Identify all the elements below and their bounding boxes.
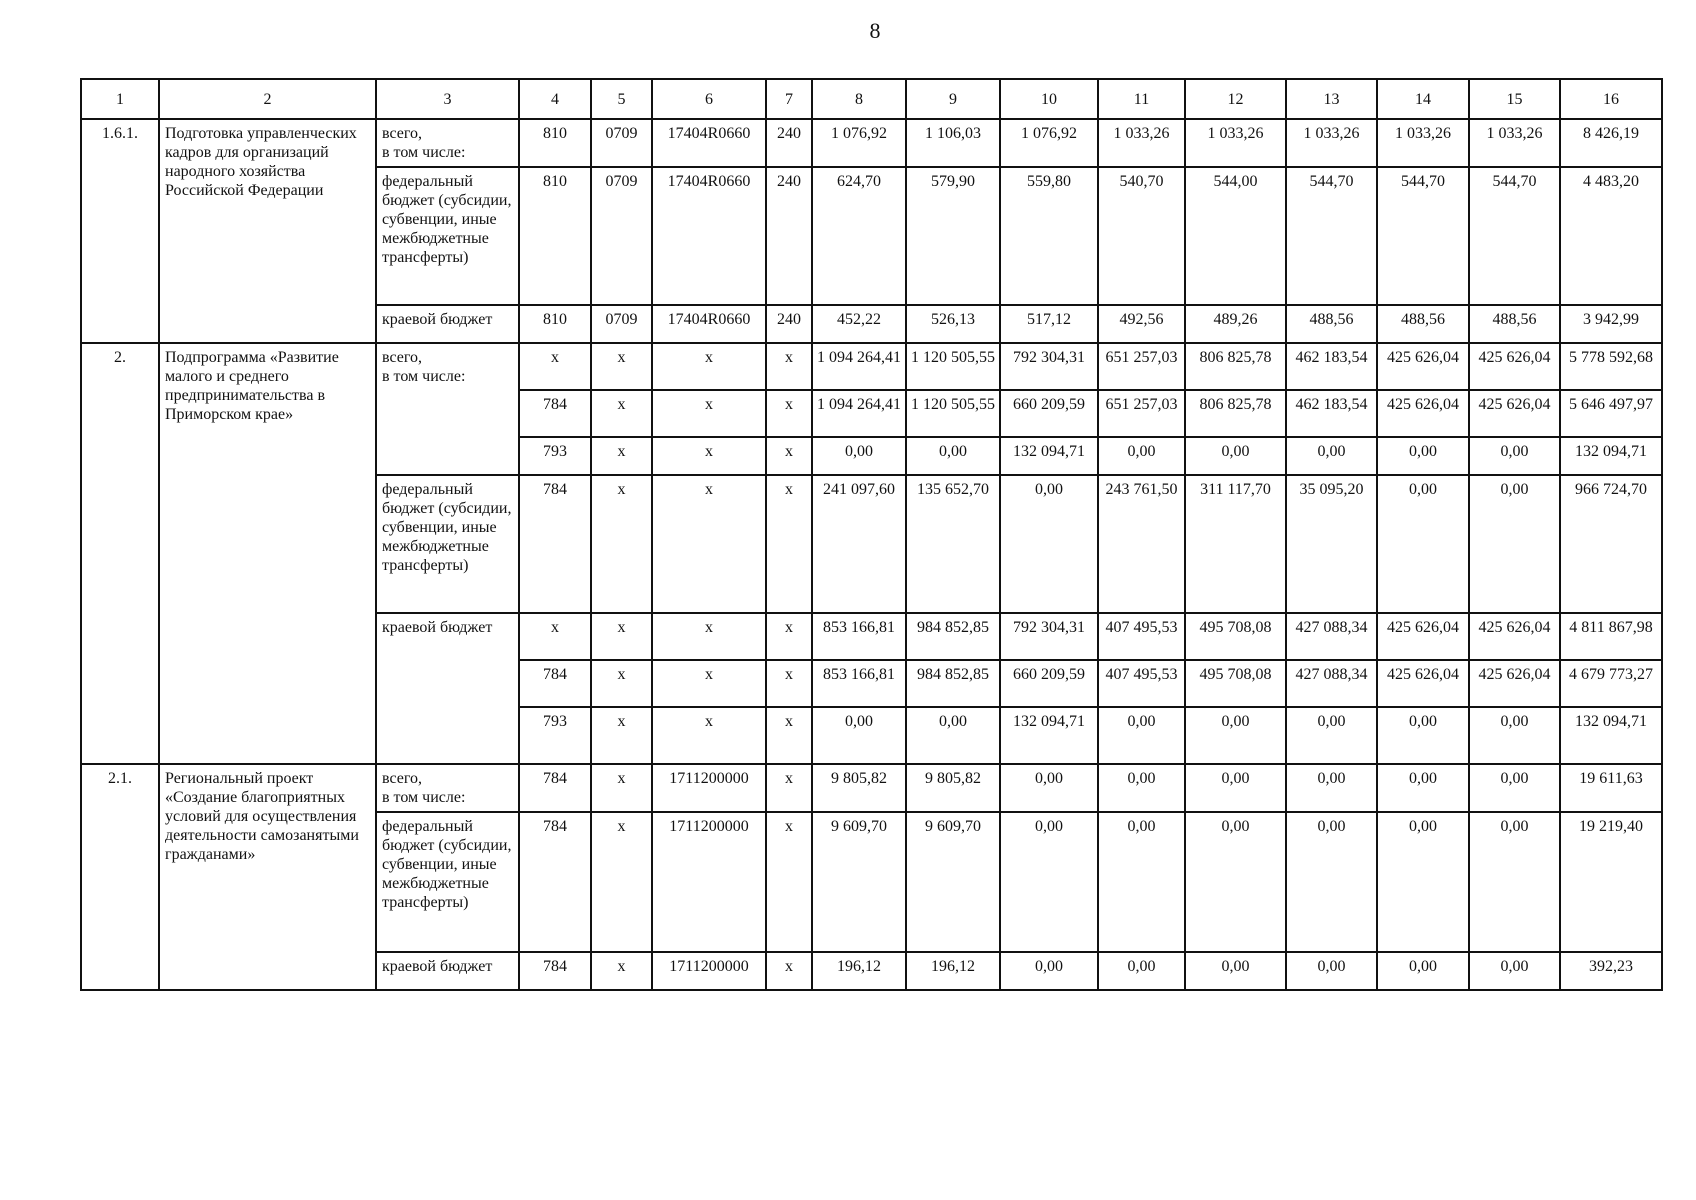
value-cell: 425 626,04: [1469, 390, 1560, 437]
funding-source: федеральный бюджет (субсидии, субвенции, иные межбюджетные трансферты): [376, 167, 519, 305]
value-cell: x: [591, 343, 652, 390]
value-cell: 784: [519, 475, 591, 613]
value-cell: 810: [519, 167, 591, 305]
value-cell: 793: [519, 437, 591, 475]
value-cell: 427 088,34: [1286, 660, 1377, 707]
value-cell: 0,00: [1000, 475, 1098, 613]
value-cell: 1711200000: [652, 812, 766, 952]
value-cell: 5 778 592,68: [1560, 343, 1662, 390]
value-cell: 425 626,04: [1469, 343, 1560, 390]
value-cell: 559,80: [1000, 167, 1098, 305]
value-cell: 0,00: [1185, 952, 1286, 990]
value-cell: 425 626,04: [1469, 613, 1560, 660]
value-cell: 651 257,03: [1098, 390, 1185, 437]
value-cell: 984 852,85: [906, 660, 1000, 707]
column-number: 13: [1286, 79, 1377, 119]
value-cell: 853 166,81: [812, 660, 906, 707]
value-cell: 425 626,04: [1377, 660, 1469, 707]
value-cell: 966 724,70: [1560, 475, 1662, 613]
column-number: 5: [591, 79, 652, 119]
value-cell: 4 483,20: [1560, 167, 1662, 305]
value-cell: x: [766, 812, 812, 952]
value-cell: 784: [519, 390, 591, 437]
value-cell: 427 088,34: [1286, 613, 1377, 660]
value-cell: 0,00: [1098, 812, 1185, 952]
row-code: 1.6.1.: [81, 119, 159, 343]
row-code: 2.: [81, 343, 159, 764]
value-cell: x: [766, 764, 812, 812]
value-cell: x: [591, 437, 652, 475]
value-cell: 0,00: [1469, 437, 1560, 475]
value-cell: x: [591, 390, 652, 437]
value-cell: 0,00: [906, 437, 1000, 475]
value-cell: 0,00: [1185, 812, 1286, 952]
value-cell: x: [591, 475, 652, 613]
value-cell: 0,00: [1469, 707, 1560, 764]
value-cell: 311 117,70: [1185, 475, 1286, 613]
value-cell: 462 183,54: [1286, 390, 1377, 437]
funding-source: краевой бюджет: [376, 305, 519, 343]
row-code: 2.1.: [81, 764, 159, 990]
column-number: 9: [906, 79, 1000, 119]
value-cell: 407 495,53: [1098, 660, 1185, 707]
value-cell: 810: [519, 119, 591, 167]
value-cell: 1 033,26: [1377, 119, 1469, 167]
value-cell: 1 076,92: [812, 119, 906, 167]
value-cell: 9 805,82: [812, 764, 906, 812]
value-cell: 784: [519, 764, 591, 812]
value-cell: x: [766, 343, 812, 390]
value-cell: x: [766, 390, 812, 437]
row-name: Региональный проект «Создание благоприятных условий для осуществления деятельности самозанятыми гражданами»: [159, 764, 376, 990]
value-cell: 526,13: [906, 305, 1000, 343]
value-cell: 492,56: [1098, 305, 1185, 343]
column-number: 6: [652, 79, 766, 119]
budget-table: [80, 78, 1663, 991]
value-cell: 0,00: [1469, 812, 1560, 952]
value-cell: 0,00: [1185, 437, 1286, 475]
row-name: Подготовка управленческих кадров для организаций народного хозяйства Российской Федерации: [159, 119, 376, 343]
value-cell: 0,00: [1377, 764, 1469, 812]
funding-source: краевой бюджет: [376, 613, 519, 764]
value-cell: 0,00: [1286, 764, 1377, 812]
value-cell: 17404R0660: [652, 167, 766, 305]
value-cell: 495 708,08: [1185, 660, 1286, 707]
value-cell: x: [519, 613, 591, 660]
value-cell: x: [652, 707, 766, 764]
funding-source: всего, в том числе:: [376, 343, 519, 475]
value-cell: x: [591, 764, 652, 812]
column-number: 8: [812, 79, 906, 119]
value-cell: 0,00: [1098, 952, 1185, 990]
value-cell: x: [766, 437, 812, 475]
value-cell: 0,00: [1286, 707, 1377, 764]
value-cell: 0,00: [1377, 475, 1469, 613]
value-cell: 0,00: [906, 707, 1000, 764]
value-cell: 0,00: [1098, 764, 1185, 812]
value-cell: 3 942,99: [1560, 305, 1662, 343]
value-cell: x: [519, 343, 591, 390]
value-cell: 19 611,63: [1560, 764, 1662, 812]
value-cell: 4 679 773,27: [1560, 660, 1662, 707]
value-cell: 241 097,60: [812, 475, 906, 613]
value-cell: 462 183,54: [1286, 343, 1377, 390]
value-cell: 240: [766, 167, 812, 305]
value-cell: 489,26: [1185, 305, 1286, 343]
value-cell: 0,00: [812, 707, 906, 764]
value-cell: 488,56: [1377, 305, 1469, 343]
value-cell: 784: [519, 952, 591, 990]
value-cell: 0,00: [1000, 812, 1098, 952]
value-cell: 35 095,20: [1286, 475, 1377, 613]
value-cell: 0,00: [1000, 952, 1098, 990]
value-cell: 1 033,26: [1185, 119, 1286, 167]
value-cell: 1711200000: [652, 952, 766, 990]
value-cell: 0709: [591, 305, 652, 343]
value-cell: 17404R0660: [652, 305, 766, 343]
value-cell: 1 120 505,55: [906, 390, 1000, 437]
value-cell: 0,00: [1469, 475, 1560, 613]
value-cell: 495 708,08: [1185, 613, 1286, 660]
value-cell: 624,70: [812, 167, 906, 305]
value-cell: 1 120 505,55: [906, 343, 1000, 390]
funding-source: краевой бюджет: [376, 952, 519, 990]
value-cell: x: [766, 952, 812, 990]
value-cell: x: [591, 660, 652, 707]
value-cell: 1 076,92: [1000, 119, 1098, 167]
column-number: 15: [1469, 79, 1560, 119]
value-cell: x: [591, 613, 652, 660]
value-cell: 984 852,85: [906, 613, 1000, 660]
value-cell: 0,00: [1000, 764, 1098, 812]
value-cell: x: [652, 437, 766, 475]
value-cell: 8 426,19: [1560, 119, 1662, 167]
value-cell: 488,56: [1286, 305, 1377, 343]
column-number: 1: [81, 79, 159, 119]
column-number: 7: [766, 79, 812, 119]
value-cell: 1 094 264,41: [812, 343, 906, 390]
value-cell: 425 626,04: [1377, 390, 1469, 437]
value-cell: 240: [766, 305, 812, 343]
value-cell: 0,00: [1286, 437, 1377, 475]
funding-source: федеральный бюджет (субсидии, субвенции, иные межбюджетные трансферты): [376, 475, 519, 613]
value-cell: 240: [766, 119, 812, 167]
value-cell: 19 219,40: [1560, 812, 1662, 952]
value-cell: 5 646 497,97: [1560, 390, 1662, 437]
value-cell: x: [652, 390, 766, 437]
value-cell: 0709: [591, 167, 652, 305]
value-cell: 1 033,26: [1098, 119, 1185, 167]
value-cell: 0,00: [1185, 707, 1286, 764]
value-cell: 392,23: [1560, 952, 1662, 990]
value-cell: 0,00: [1377, 437, 1469, 475]
value-cell: 132 094,71: [1000, 707, 1098, 764]
value-cell: 132 094,71: [1000, 437, 1098, 475]
value-cell: x: [591, 812, 652, 952]
value-cell: 544,70: [1377, 167, 1469, 305]
value-cell: x: [766, 475, 812, 613]
value-cell: 0,00: [1098, 707, 1185, 764]
value-cell: x: [591, 707, 652, 764]
value-cell: x: [591, 952, 652, 990]
value-cell: 784: [519, 812, 591, 952]
value-cell: 1 033,26: [1469, 119, 1560, 167]
value-cell: 579,90: [906, 167, 1000, 305]
value-cell: 517,12: [1000, 305, 1098, 343]
value-cell: 9 609,70: [906, 812, 1000, 952]
page-number: 8: [869, 18, 881, 43]
value-cell: 792 304,31: [1000, 613, 1098, 660]
value-cell: 1 106,03: [906, 119, 1000, 167]
value-cell: 806 825,78: [1185, 390, 1286, 437]
value-cell: 1711200000: [652, 764, 766, 812]
value-cell: 660 209,59: [1000, 660, 1098, 707]
value-cell: 425 626,04: [1377, 343, 1469, 390]
value-cell: 452,22: [812, 305, 906, 343]
column-number-row: [81, 79, 1662, 119]
column-number: 3: [376, 79, 519, 119]
value-cell: x: [652, 613, 766, 660]
value-cell: 1 033,26: [1286, 119, 1377, 167]
value-cell: 407 495,53: [1098, 613, 1185, 660]
value-cell: 0,00: [1286, 812, 1377, 952]
value-cell: 1 094 264,41: [812, 390, 906, 437]
value-cell: 793: [519, 707, 591, 764]
value-cell: 651 257,03: [1098, 343, 1185, 390]
value-cell: 806 825,78: [1185, 343, 1286, 390]
value-cell: 660 209,59: [1000, 390, 1098, 437]
value-cell: 0,00: [1469, 764, 1560, 812]
value-cell: 17404R0660: [652, 119, 766, 167]
value-cell: 0,00: [1286, 952, 1377, 990]
value-cell: x: [766, 707, 812, 764]
column-number: 2: [159, 79, 376, 119]
value-cell: 544,70: [1286, 167, 1377, 305]
value-cell: 196,12: [812, 952, 906, 990]
value-cell: 0,00: [812, 437, 906, 475]
column-number: 14: [1377, 79, 1469, 119]
value-cell: 0,00: [1098, 437, 1185, 475]
value-cell: 0,00: [1469, 952, 1560, 990]
value-cell: 784: [519, 660, 591, 707]
value-cell: 132 094,71: [1560, 437, 1662, 475]
value-cell: 196,12: [906, 952, 1000, 990]
value-cell: 425 626,04: [1377, 613, 1469, 660]
value-cell: x: [766, 660, 812, 707]
value-cell: 132 094,71: [1560, 707, 1662, 764]
value-cell: 243 761,50: [1098, 475, 1185, 613]
value-cell: 4 811 867,98: [1560, 613, 1662, 660]
value-cell: 425 626,04: [1469, 660, 1560, 707]
value-cell: 0,00: [1377, 952, 1469, 990]
value-cell: x: [652, 475, 766, 613]
value-cell: 792 304,31: [1000, 343, 1098, 390]
value-cell: x: [652, 660, 766, 707]
funding-source: всего, в том числе:: [376, 764, 519, 812]
value-cell: x: [652, 343, 766, 390]
table-row: [81, 764, 1662, 812]
value-cell: 488,56: [1469, 305, 1560, 343]
row-name: Подпрограмма «Развитие малого и среднего предпринимательства в Приморском крае»: [159, 343, 376, 764]
value-cell: 9 609,70: [812, 812, 906, 952]
value-cell: 0709: [591, 119, 652, 167]
value-cell: 0,00: [1377, 707, 1469, 764]
column-number: 11: [1098, 79, 1185, 119]
column-number: 10: [1000, 79, 1098, 119]
value-cell: 0,00: [1377, 812, 1469, 952]
table-row: [81, 343, 1662, 390]
funding-source: всего, в том числе:: [376, 119, 519, 167]
value-cell: 540,70: [1098, 167, 1185, 305]
value-cell: 544,70: [1469, 167, 1560, 305]
column-number: 16: [1560, 79, 1662, 119]
value-cell: 9 805,82: [906, 764, 1000, 812]
column-number: 12: [1185, 79, 1286, 119]
value-cell: x: [766, 613, 812, 660]
value-cell: 135 652,70: [906, 475, 1000, 613]
table-row: [81, 119, 1662, 167]
funding-source: федеральный бюджет (субсидии, субвенции, иные межбюджетные трансферты): [376, 812, 519, 952]
value-cell: 853 166,81: [812, 613, 906, 660]
value-cell: 544,00: [1185, 167, 1286, 305]
column-number: 4: [519, 79, 591, 119]
value-cell: 0,00: [1185, 764, 1286, 812]
value-cell: 810: [519, 305, 591, 343]
